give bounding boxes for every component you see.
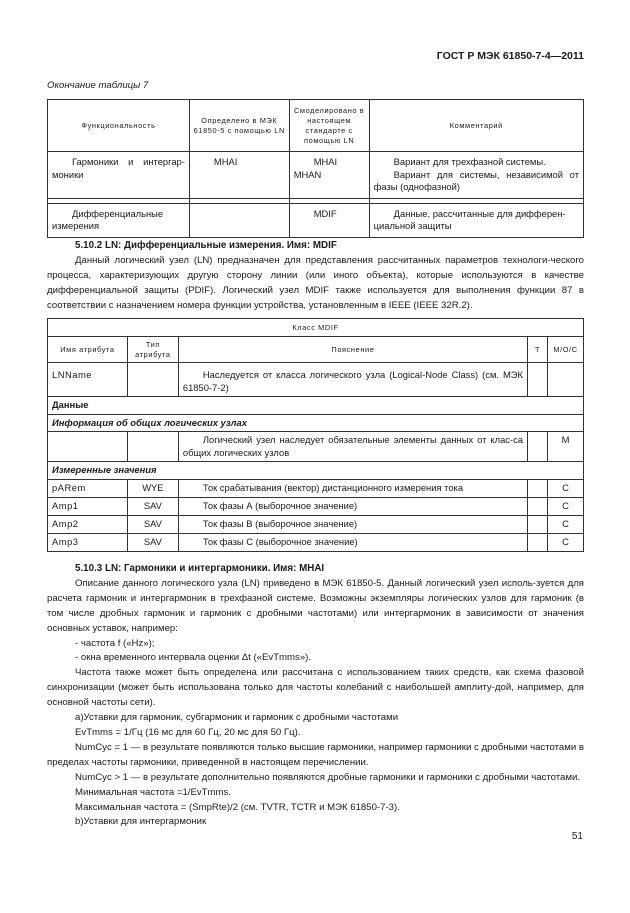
- table-row: [48, 363, 584, 397]
- table-row: [48, 497, 584, 515]
- comment-line: Вариант для системы, независимой от фазы (однофазной): [373, 168, 579, 192]
- table-7: [47, 99, 584, 238]
- standard-designation: ГОСТ Р МЭК 61850-7-4—2011: [436, 50, 584, 62]
- class-title: Класс MDIF: [48, 319, 584, 337]
- section-5-10-3: [47, 562, 584, 830]
- col-moc: M/O/C: [547, 337, 583, 363]
- section-5-10-2: [47, 239, 584, 314]
- col-comment: Комментарий: [369, 100, 583, 152]
- table-row: [48, 533, 584, 551]
- table-row: [48, 432, 584, 462]
- attr-t: [528, 515, 548, 533]
- attr-moc: C: [547, 533, 583, 551]
- attr-name: Amp3: [48, 533, 128, 551]
- attr-t: [528, 533, 548, 551]
- cell-comment: [369, 152, 583, 199]
- col-functionality: Функциональность: [48, 100, 190, 152]
- paragraph: a)Уставки для гармоник, субгармоник и гармоник с дробными частотами: [75, 712, 399, 724]
- attr-type: [127, 363, 178, 397]
- attr-expl: Ток фазы А (выборочное значение): [178, 497, 527, 515]
- attr-name: pARem: [48, 479, 128, 497]
- attr-moc: C: [547, 497, 583, 515]
- table-row: [48, 152, 584, 199]
- col-defined: Определено в МЭК 61850-5 с помощью LN: [189, 100, 289, 152]
- attr-moc: C: [547, 515, 583, 533]
- cell-modeled: MHAI MHAN: [289, 152, 369, 199]
- col-explanation: Пояснение: [178, 337, 527, 363]
- attr-expl: Ток срабатывания (вектор) дистанционного измерения тока: [178, 479, 527, 497]
- table-row: [48, 203, 584, 237]
- attr-expl: Логический узел наследует обязательные элементы данных от клас-са общих логических узлов: [178, 432, 527, 462]
- attr-name: Amp2: [48, 515, 128, 533]
- common-info-label: Информация об общих логических узлах: [48, 414, 584, 432]
- attr-expl: Наследуется от класса логического узла (Logical-Node Class) (см. МЭК 61850-7-2): [178, 363, 527, 397]
- table-caption: Окончание таблицы 7: [47, 80, 149, 91]
- attr-moc: [547, 363, 583, 397]
- paragraph: Минимальная частота =1/EvTmms.: [75, 786, 231, 798]
- cell-defined: MHAI: [189, 152, 289, 199]
- list-item: - частота f («Hz»);: [75, 637, 155, 649]
- cell-defined: [189, 203, 289, 237]
- cell-modeled: MDIF: [289, 203, 369, 237]
- attr-expl: Ток фазы В (выборочное значение): [178, 515, 527, 533]
- measured-values-label: Измеренные значения: [48, 462, 584, 480]
- attr-moc: C: [547, 479, 583, 497]
- page-number: 51: [571, 831, 583, 842]
- paragraph: NumCyc > 1 — в результате дополнительно появляются дробные гармоники и гармоники с дробными частотами.: [75, 771, 580, 783]
- attr-moc: M: [547, 432, 583, 462]
- data-section-label: Данные: [48, 397, 584, 415]
- col-attr-type: Тип атрибута: [127, 337, 178, 363]
- attr-type: SAV: [127, 533, 178, 551]
- cell-comment: Данные, рассчитанные для дифферен-циальной защиты: [369, 203, 583, 237]
- paragraph: NumCyc = 1 — в результате появляются только высшие гармоники, например гармоники с дробными частотами в пределах частоты гармоники, приведенной в настоящем перечислении.: [47, 741, 584, 768]
- table-row: [48, 479, 584, 497]
- attr-type: SAV: [127, 497, 178, 515]
- col-t: T: [528, 337, 548, 363]
- paragraph: b)Уставки для интергармоник: [75, 816, 207, 828]
- attr-t: [528, 479, 548, 497]
- col-attr-name: Имя атрибута: [48, 337, 128, 363]
- section-heading: 5.10.3 LN: Гармоники и интергармоники. Имя: MHAI: [75, 563, 325, 574]
- attr-type: [127, 432, 178, 462]
- attr-name: LNName: [48, 363, 128, 397]
- attr-name: [48, 432, 128, 462]
- attr-type: WYE: [127, 479, 178, 497]
- attr-t: [528, 363, 548, 397]
- attr-expl: Ток фазы С (выборочное значение): [178, 533, 527, 551]
- paragraph: EvTmms = 1/Гц (16 мс для 60 Гц, 20 мс для 50 Гц).: [75, 726, 301, 738]
- table-row: [48, 515, 584, 533]
- col-modeled: Смоделировано в настоящем стандарте с помощью LN: [289, 100, 369, 152]
- paragraph: Описание данного логического узла (LN) приведено в МЭК 61850-5. Данный логический узел исполь-зуется для расчета гармоник и интергармоник в трехфазной системе. Возможны экземпляры логических узлов для гармоник (в том числе дробных гармоник и гармоник с дробными частотами) или интергармоник в зависимости от значения основных уставок, например:: [47, 577, 584, 634]
- cell-func: Гармоники и интергар-моники: [48, 152, 190, 199]
- section-heading: 5.10.2 LN: Дифференциальные измерения. Имя: MDIF: [75, 240, 337, 251]
- comment-line: Вариант для трехфазной системы.: [393, 156, 546, 167]
- paragraph: Максимальная частота = (SmpRte)/2 (см. TVTR, TCTR и МЭК 61850-7-3).: [75, 801, 400, 813]
- attr-t: [528, 432, 548, 462]
- attr-type: SAV: [127, 515, 178, 533]
- attr-name: Amp1: [48, 497, 128, 515]
- cell-func: Дифференциальные измерения: [48, 203, 190, 237]
- mdif-table: [47, 318, 584, 552]
- paragraph: Данный логический узел (LN) предназначен для представления рассчитанных параметров технологи-ческого процесса, характеризующих другую сторону линии (или иного объекта), которые используются в качестве дифференциальной защиты (PDIF). Логический узел MDIF также используется для выполнения функции 87 в соответствии с назначением номера функции устройства, установленным в IEEE (IEEE 32R.2).: [47, 254, 584, 311]
- paragraph: Частота также может быть определена или рассчитана с использованием таких средств, как схема фазовой синхронизации (может быть использована только для частоты колебаний с наибольшей амплиту-дой, например, для основной частоты сети).: [47, 667, 584, 709]
- attr-t: [528, 497, 548, 515]
- list-item: - окна временного интервала оценки Δt («EvTmms»).: [75, 652, 312, 664]
